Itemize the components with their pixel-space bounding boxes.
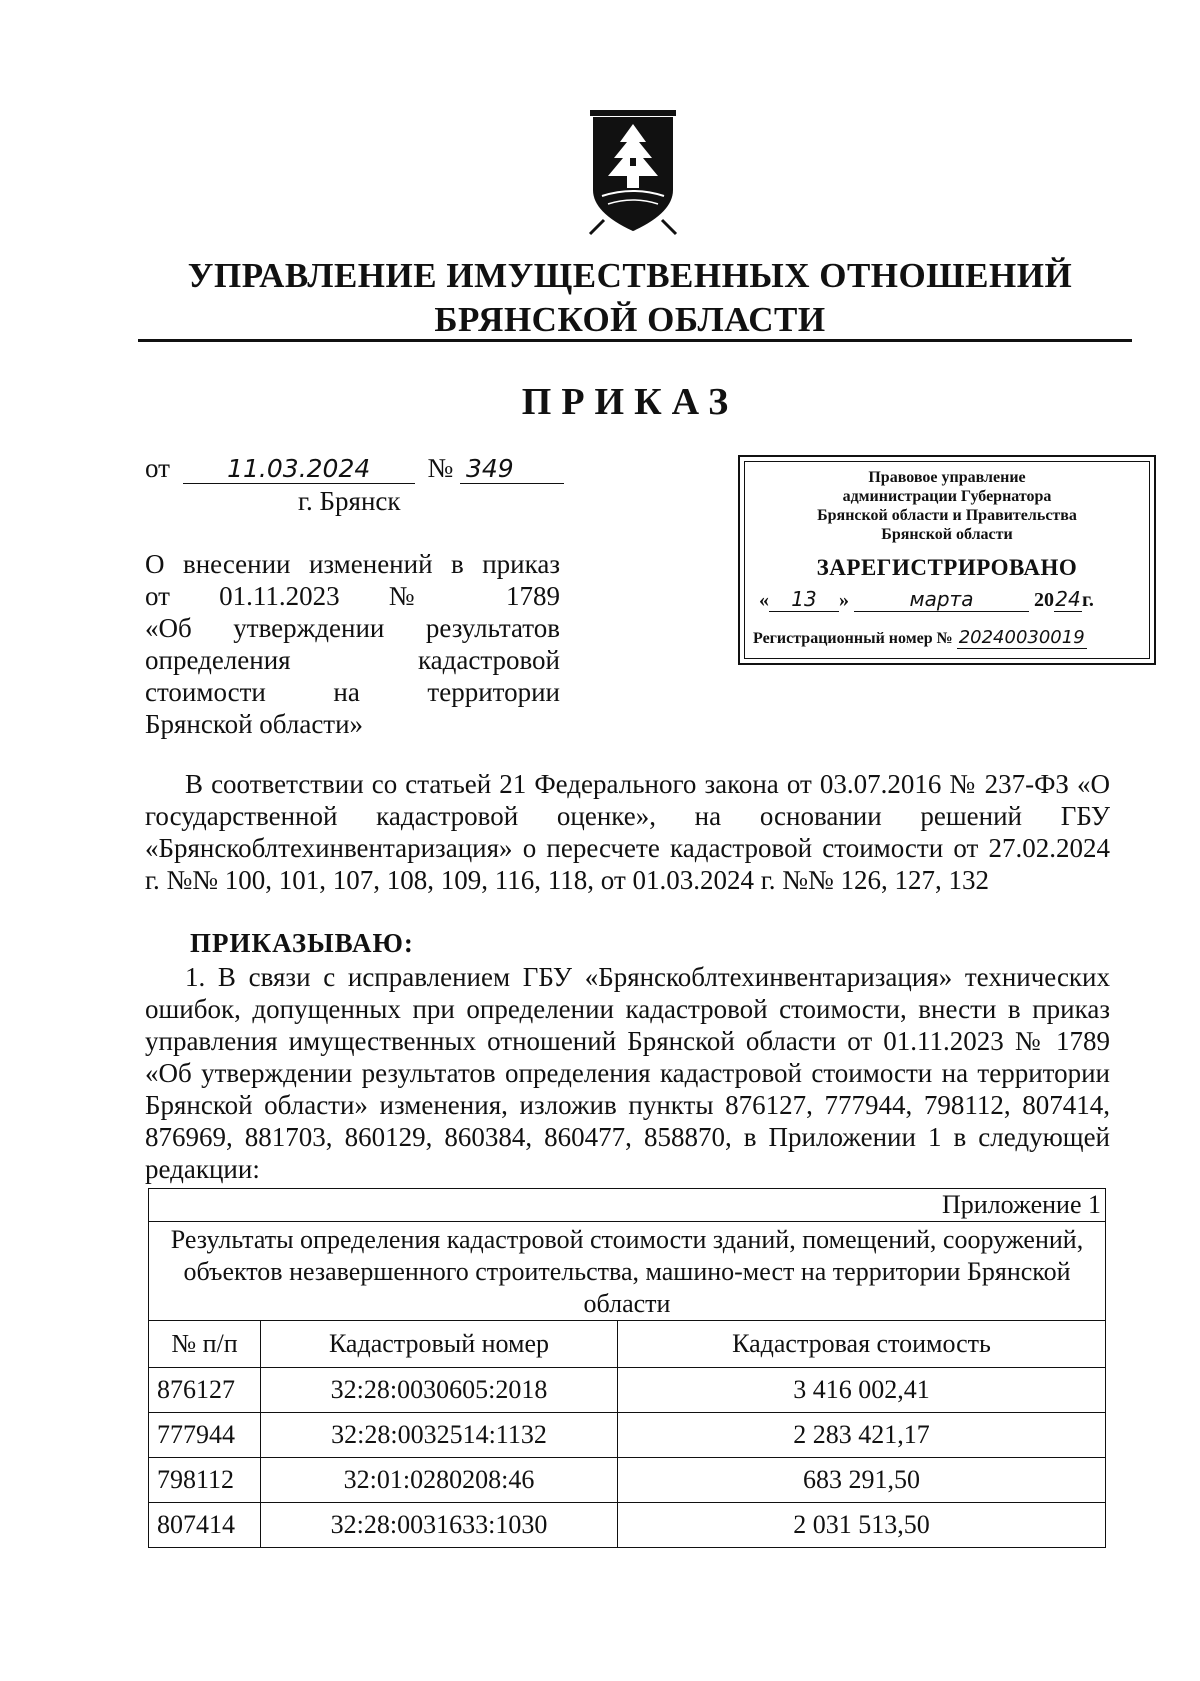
- stamp-authority-line: Правовое управление: [868, 469, 1026, 486]
- cell-item-number: 807414: [149, 1503, 261, 1548]
- stamp-authority: [745, 468, 1149, 544]
- order-subject: [145, 548, 560, 740]
- cell-item-number: 876127: [149, 1368, 261, 1413]
- cell-item-number: 798112: [149, 1458, 261, 1503]
- stamp-year-suffix: г.: [1082, 589, 1094, 611]
- preamble-paragraph: В соответствии со статьей 21 Федерального закона от 03.07.2016 № 237-ФЗ «О государственной кадастровой оценке», на основании решений ГБУ «Брянскоблтехинвентаризация» о пересчете кадастровой стоимости от 27.02.2024 г. №№ 100, 101, 107, 108, 109, 116, 118, от 01.03.2024 г. №№ 126, 127, 132: [145, 769, 1110, 895]
- city: г. Брянск: [298, 486, 401, 516]
- cell-cadastral-number: 32:01:0280208:46: [261, 1458, 618, 1503]
- column-header-number: № п/п: [149, 1321, 261, 1368]
- number-sign: №: [427, 453, 454, 483]
- column-header-cadastral-number: Кадастровый номер: [261, 1321, 618, 1368]
- organization-name-line2: БРЯНСКОЙ ОБЛАСТИ: [434, 300, 826, 339]
- table-row: [149, 1413, 1106, 1458]
- table-row: [149, 1368, 1106, 1413]
- stamp-regnum-label: Регистрационный номер №: [753, 630, 953, 647]
- table-row: [149, 1458, 1106, 1503]
- table-title-row: [149, 1222, 1106, 1321]
- subject-line: О внесении изменений в приказ: [145, 549, 560, 579]
- table-title: Результаты определения кадастровой стоимости зданий, помещений, сооружений, объектов незавершенного строительства, машино-мест на территории Брянской области: [149, 1222, 1106, 1321]
- stamp-year-handwritten: 24: [1055, 587, 1081, 611]
- stamp-regnum-handwritten: 20240030019: [958, 627, 1085, 648]
- order-date-number-line: [145, 453, 564, 484]
- cell-cadastral-value: 683 291,50: [618, 1458, 1106, 1503]
- stamp-authority-line: Брянской области и Правительства: [817, 507, 1077, 524]
- cell-item-number: 777944: [149, 1413, 261, 1458]
- stamp-day-handwritten: 13: [769, 587, 839, 612]
- cadastral-value-table: [148, 1188, 1106, 1548]
- cell-cadastral-number: 32:28:0032514:1132: [261, 1413, 618, 1458]
- stamp-date: [759, 587, 1094, 612]
- cell-cadastral-value: 3 416 002,41: [618, 1368, 1106, 1413]
- stamp-close-quote: »: [839, 589, 849, 611]
- registration-stamp: [738, 455, 1156, 665]
- stamp-year-prefix: 20: [1034, 589, 1054, 611]
- order-number-handwritten: 349: [460, 454, 564, 484]
- date-prefix: от: [145, 453, 170, 483]
- subject-line: Брянской области»: [145, 709, 364, 739]
- cell-cadastral-value: 2 283 421,17: [618, 1413, 1106, 1458]
- stamp-authority-line: Брянской области: [881, 526, 1013, 543]
- appendix-label: Приложение 1: [149, 1189, 1106, 1222]
- subject-line: от 01.11.2023 № 1789: [145, 581, 560, 611]
- order-date-handwritten: 11.03.2024: [183, 454, 415, 484]
- subject-line: стоимости на территории: [145, 677, 560, 707]
- table-appendix-row: [149, 1189, 1106, 1222]
- cell-cadastral-number: 32:28:0030605:2018: [261, 1368, 618, 1413]
- table-row: [149, 1503, 1106, 1548]
- stamp-registered-label: ЗАРЕГИСТРИРОВАНО: [816, 555, 1078, 580]
- organization-name-line1: УПРАВЛЕНИЕ ИМУЩЕСТВЕННЫХ ОТНОШЕНИЙ: [187, 256, 1073, 295]
- cell-cadastral-value: 2 031 513,50: [618, 1503, 1106, 1548]
- coat-of-arms-emblem: [588, 108, 678, 238]
- appendix-table-container: [148, 1188, 1106, 1548]
- stamp-registration-number: [753, 627, 1087, 649]
- stamp-open-quote: «: [759, 589, 769, 611]
- document-type-title: ПРИКАЗ: [521, 381, 739, 423]
- header-divider: [138, 339, 1132, 342]
- stamp-inner-frame: [744, 461, 1150, 659]
- organization-name: [130, 254, 1130, 342]
- cell-cadastral-number: 32:28:0031633:1030: [261, 1503, 618, 1548]
- column-header-cadastral-value: Кадастровая стоимость: [618, 1321, 1106, 1368]
- subject-line: определения кадастровой: [145, 645, 560, 675]
- stamp-month-handwritten: марта: [854, 587, 1029, 612]
- subject-line: «Об утверждении результатов: [145, 613, 560, 643]
- stamp-authority-line: администрации Губернатора: [842, 488, 1052, 505]
- clause-1-paragraph: 1. В связи с исправлением ГБУ «Брянскоблтехинвентаризация» технических ошибок, допущенных при определении кадастровой стоимости, внести в приказ управления имущественных отношений Брянской области от 01.11.2023 № 1789 «Об утверждении результатов определения кадастровой стоимости на территории Брянской области» изменения, изложив пункты 876127, 777944, 798112, 807414, 876969, 881703, 860129, 860384, 860477, 858870, в Приложении 1 в следующей редакции:: [145, 962, 1110, 1184]
- order-directive-heading: ПРИКАЗЫВАЮ:: [190, 928, 414, 958]
- table-header-row: [149, 1321, 1106, 1368]
